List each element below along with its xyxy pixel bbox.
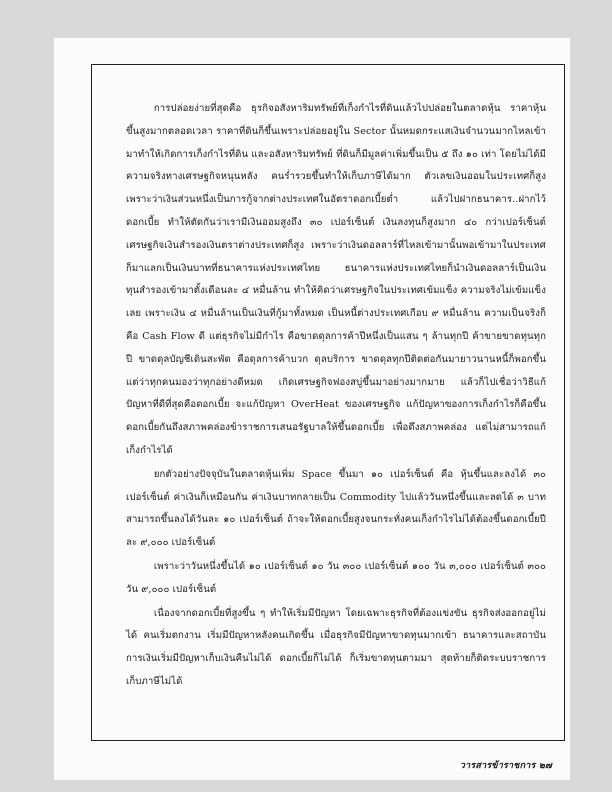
paragraph-3: เพราะว่าวันหนึ่งขึ้นได้ ๑๐ เปอร์เซ็นต์ ๑๐ วัน ๓๐๐ เปอร์เซ็นต์ ๑๐๐ วัน ๓,๐๐๐ เปอร์เซ็นต์ ๓๐๐ วัน ๙,๐๐๐ เปอร์เซ็นต์ [126,560,546,595]
body-text [126,98,546,694]
paragraph-2: ยกตัวอย่างปัจจุบันในตลาดหุ้นเพิ่ม Space ขึ้นมา ๑๐ เปอร์เซ็นต์ คือ หุ้นขึ้นและลงได้ ๓๐ เปอร์เซ็นต์ ค่าเงินก็เหมือนกัน ค่าเงินบาทกลายเป็น Commodity ไปแล้ววันหนึ่งขึ้นและลดได้ ๓ บาท สามารถขึ้นลงได้วันละ ๑๐ เปอร์เซ็นต์ ถ้าจะให้ดอกเบี้ยสูงจนกระทั่งคนเก็งกำไรไม่ได้ต้องขึ้นดอกเบี้ยปีละ ๙,๐๐๐ เปอร์เซ็นต์ [126,468,546,549]
paragraph-1: การปล่อยง่ายที่สุดคือ ธุรกิจอสังหาริมทรัพย์ที่เก็งกำไรที่ดินแล้วไปปล่อยในตลาดหุ้น ราคาหุ้นขึ้นสูงมากตลอดเวลา ราคาที่ดินก็ขึ้นเพราะปล่อยอยู่ใน Sector นั้นหมดกระแสเงินจำนวนมากไหลเข้ามาทำให้เกิดการเก็งกำไรที่ดิน และอสังหาริมทรัพย์ ที่ดินก็มีมูลค่าเพิ่มขึ้นเป็น ๕ ถึง ๑๐ เท่า โดยไม่ได้มีความจริงทางเศรษฐกิจหนุนหลัง คนร่ำรวยขึ้นทำให้เก็บภาษีได้มาก ตัวเลขเงินออมในประเทศก็สูงเพราะว่าเงินส่วนหนึ่งเป็นการกู้จากต่างประเทศในอัตราดอกเบี้ยต่ำ แล้วไปฝากธนาคาร..ฝากไว้ดอกเบี้ย ทำให้ตัดกันว่าเรามีเงินออมสูงถึง ๓๐ เปอร์เซ็นต์ เงินลงทุนก็สูงมาก ๔๐ กว่าเปอร์เซ็นต์ เศรษฐกิจเงินสำรองเงินตราต่างประเทศก็สูง เพราะว่าเงินดอลลาร์ที่ไหลเข้ามานั้นพอเข้ามาในประเทศก็มาแลกเป็นเงินบาทที่ธนาคารแห่งประเทศไทย ธนาคารแห่งประเทศไทยก็นำเงินดอลลาร์เป็นเงินทุนสำรองเข้ามาตั้งเดือนละ ๔ หมื่นล้าน ทำให้คิดว่าเศรษฐกิจในประเทศเข้มแข็ง ความจริงไม่เข้มแข็งเลย เพราะเงิน ๔ หมื่นล้านเป็นเงินที่กู้มาทั้งหมด เป็นหนี้ต่างประเทศเกือบ ๙ หมื่นล้าน ความเป็นจริงก็คือ Cash Flow ดี แต่ธุรกิจไม่มีกำไร คือขาดดุลการค้าปีหนึ่งเป็นแสน ๆ ล้านทุกปี ค้าขายขาดทุนทุกปี ขาดดุลบัญชีเดินสะพัด คือดุลการค้าบวก ดุลบริการ ขาดดุลทุกปีติดต่อกันมายาวนานหนี้ก็พอกขึ้น แต่ว่าทุกคนมองว่าทุกอย่างดีหมด เกิดเศรษฐกิจฟองสบู่ขึ้นมาอย่างมากมาย แล้วก็ไปเชื่อว่าวิธีแก้ปัญหาที่ดีที่สุดคือดอกเบี้ย จะแก้ปัญหา OverHeat ของเศรษฐกิจ แก้ปัญหาของการเก็งกำไรก็คือขึ้นดอกเบี้ยกันถึงสภาพคล่องข้าราชการเสนอรัฐบาลให้ขึ้นดอกเบี้ย เพื่อดึงสภาพคล่อง แต่ไม่สามารถแก้เก็งกำไรได้ [126,103,546,456]
page-footer: วารสารข้าราชการ ๒๗ [459,761,552,771]
document-page [54,38,570,780]
paragraph-4: เนื่องจากดอกเบี้ยที่สูงขึ้น ๆ ทำให้เริ่มมีปัญหา โดยเฉพาะธุรกิจที่ต้องแข่งขัน ธุรกิจส่งออกอยู่ไม่ได้ คนเริ่มตกงาน เริ่มมีปัญหาหลังคนเกิดขึ้น เมื่อธุรกิจมีปัญหาขาดทุนมากเข้า ธนาคารและสถาบันการเงินเริ่มมีปัญหาเก็บเงินคืนไม่ได้ ดอกเบี้ยก็ไม่ได้ ก็เริ่มขาดทุนตามมา สุดท้ายก็ติดระบบราชการ เก็บภาษีไม่ได้ [126,607,546,687]
